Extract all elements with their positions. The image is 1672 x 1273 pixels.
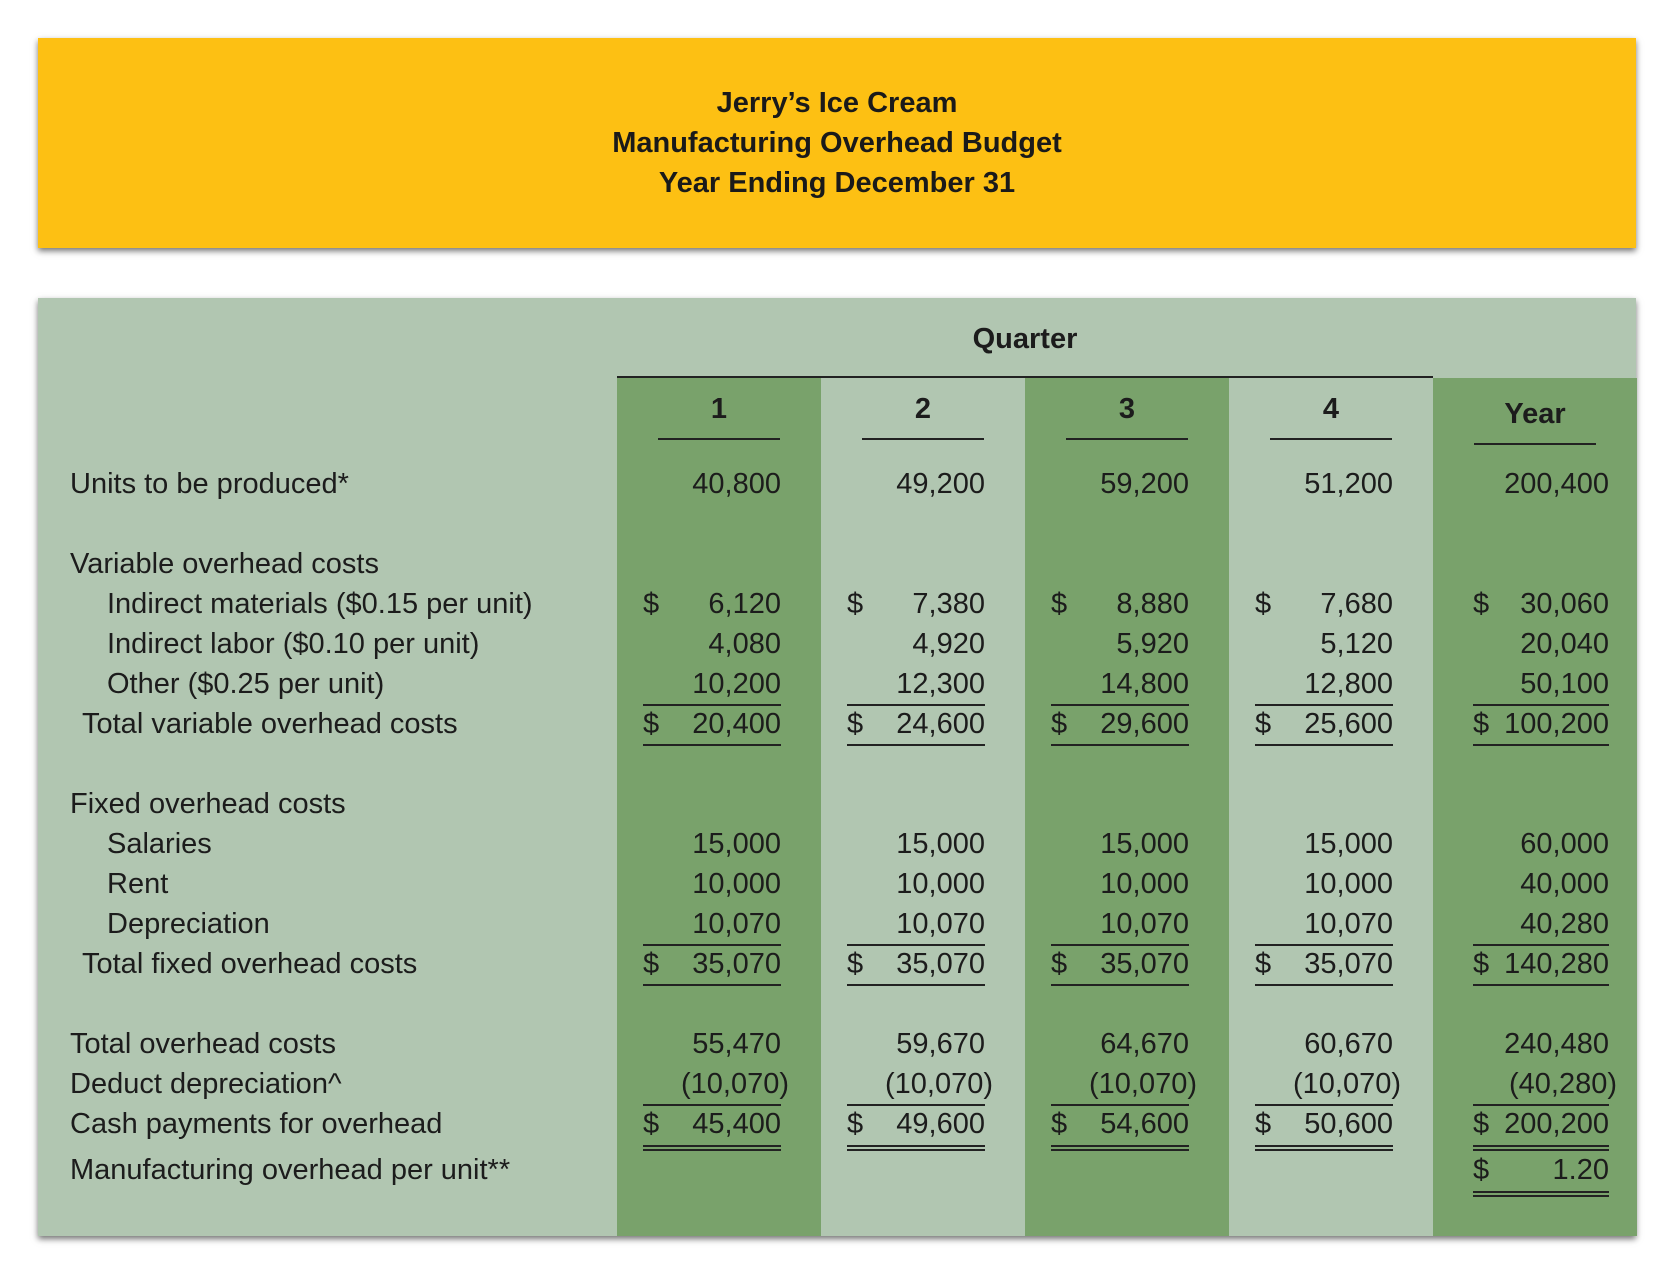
cell-total-fixed-overhead-q4 (1255, 944, 1393, 986)
cell-total-variable-overhead-q1 (643, 704, 781, 746)
cell-indirect-labor-q3 (1051, 624, 1189, 664)
amount-value: 60,000 (1520, 828, 1609, 860)
amount-value: 50,600 (1304, 1108, 1393, 1140)
dollar-sign: $ (1255, 588, 1272, 620)
cell-indirect-labor-q4 (1255, 624, 1393, 664)
dollar-sign: $ (1051, 588, 1068, 620)
cell-other-overhead-q2 (847, 664, 985, 706)
cell-total-overhead-q2 (847, 1024, 985, 1064)
cell-overhead-per-unit-year (1473, 1150, 1609, 1190)
cell-rent-q2 (847, 864, 985, 904)
amount-value: 10,200 (692, 668, 781, 700)
cell-units-produced-q3 (1051, 464, 1189, 504)
amount-value: (10,070) (680, 1068, 789, 1100)
amount-value: 8,880 (1116, 588, 1189, 620)
cell-cash-payments-q4 (1255, 1104, 1393, 1144)
row-label-depreciation: Depreciation (107, 908, 270, 940)
amount-value: 5,920 (1116, 628, 1189, 660)
amount-value: 51,200 (1304, 468, 1393, 500)
cell-indirect-materials-q3 (1051, 584, 1189, 624)
column-header-q1: 1 (658, 393, 780, 440)
cell-salaries-q1 (643, 824, 781, 864)
amount-value: (10,070) (884, 1068, 993, 1100)
cell-cash-payments-q3 (1051, 1104, 1189, 1144)
cell-total-variable-overhead-q2 (847, 704, 985, 746)
cell-total-fixed-overhead-q3 (1051, 944, 1189, 986)
amount-value: 45,400 (692, 1108, 781, 1140)
column-header-year: Year (1474, 398, 1596, 445)
cell-deduct-depreciation-q3 (1051, 1064, 1197, 1106)
amount-value: 10,000 (692, 868, 781, 900)
cell-total-variable-overhead-year (1473, 704, 1609, 746)
dollar-sign: $ (1473, 588, 1490, 620)
cell-total-fixed-overhead-q1 (643, 944, 781, 986)
dollar-sign: $ (1473, 1154, 1490, 1186)
amount-value: 49,200 (896, 468, 985, 500)
amount-value: 35,070 (1304, 948, 1393, 980)
amount-value: 6,120 (708, 588, 781, 620)
amount-value: 35,070 (692, 948, 781, 980)
amount-value: 10,070 (896, 908, 985, 940)
amount-value: 10,070 (1304, 908, 1393, 940)
amount-value: 59,670 (896, 1028, 985, 1060)
amount-value: 15,000 (1100, 828, 1189, 860)
report-title: Manufacturing Overhead Budget (612, 127, 1062, 159)
amount-value: 7,680 (1320, 588, 1393, 620)
dollar-sign: $ (847, 708, 864, 740)
dollar-sign: $ (1051, 948, 1068, 980)
amount-value: 200,400 (1504, 468, 1609, 500)
row-label-total-fixed-overhead: Total fixed overhead costs (82, 948, 418, 980)
row-label-cash-payments: Cash payments for overhead (70, 1108, 443, 1140)
amount-value: 40,280 (1520, 908, 1609, 940)
cell-salaries-q2 (847, 824, 985, 864)
amount-value: 40,000 (1520, 868, 1609, 900)
cell-salaries-year (1473, 824, 1609, 864)
amount-value: 12,800 (1304, 668, 1393, 700)
cell-deduct-depreciation-q1 (643, 1064, 789, 1106)
amount-value: 15,000 (896, 828, 985, 860)
dollar-sign: $ (643, 708, 660, 740)
cell-rent-year (1473, 864, 1609, 904)
amount-value: 10,070 (692, 908, 781, 940)
dollar-sign: $ (1473, 708, 1490, 740)
column-header-q2: 2 (862, 393, 984, 440)
dollar-sign: $ (1051, 1108, 1068, 1140)
amount-value: 4,080 (708, 628, 781, 660)
dollar-sign: $ (1255, 1108, 1272, 1140)
amount-value: 30,060 (1520, 588, 1609, 620)
amount-value: 50,100 (1520, 668, 1609, 700)
cell-deduct-depreciation-year (1473, 1064, 1617, 1106)
quarter-group-label: Quarter (972, 323, 1078, 355)
dollar-sign: $ (1051, 708, 1068, 740)
amount-value: 55,470 (692, 1028, 781, 1060)
cell-total-overhead-q1 (643, 1024, 781, 1064)
amount-value: 15,000 (692, 828, 781, 860)
cell-indirect-labor-year (1473, 624, 1609, 664)
cell-units-produced-q2 (847, 464, 985, 504)
cell-cash-payments-year (1473, 1104, 1609, 1144)
cell-total-overhead-q4 (1255, 1024, 1393, 1064)
cell-total-variable-overhead-q4 (1255, 704, 1393, 746)
dollar-sign: $ (643, 1108, 660, 1140)
amount-value: 59,200 (1100, 468, 1189, 500)
cell-salaries-q4 (1255, 824, 1393, 864)
amount-value: 35,070 (896, 948, 985, 980)
amount-value: 140,280 (1504, 948, 1609, 980)
amount-value: 35,070 (1100, 948, 1189, 980)
dollar-sign: $ (1473, 1108, 1490, 1140)
amount-value: 29,600 (1100, 708, 1189, 740)
row-label-variable-overhead-heading: Variable overhead costs (70, 548, 379, 580)
cell-deduct-depreciation-q2 (847, 1064, 993, 1106)
row-label-deduct-depreciation: Deduct depreciation^ (70, 1068, 342, 1100)
cell-depreciation-year (1473, 904, 1609, 946)
cell-depreciation-q3 (1051, 904, 1189, 946)
amount-value: 20,040 (1520, 628, 1609, 660)
cell-units-produced-year (1473, 464, 1609, 504)
cell-cash-payments-q1 (643, 1104, 781, 1144)
cell-other-overhead-year (1473, 664, 1609, 706)
amount-value: 240,480 (1504, 1028, 1609, 1060)
amount-value: 12,300 (896, 668, 985, 700)
row-label-other-overhead: Other ($0.25 per unit) (107, 668, 385, 700)
amount-value: 14,800 (1100, 668, 1189, 700)
cell-other-overhead-q3 (1051, 664, 1189, 706)
amount-value: 10,000 (1100, 868, 1189, 900)
cell-rent-q4 (1255, 864, 1393, 904)
row-label-overhead-per-unit: Manufacturing overhead per unit** (70, 1154, 511, 1186)
amount-value: 200,200 (1504, 1108, 1609, 1140)
amount-value: 24,600 (896, 708, 985, 740)
row-label-indirect-materials: Indirect materials ($0.15 per unit) (107, 588, 533, 620)
dollar-sign: $ (643, 588, 660, 620)
cell-other-overhead-q1 (643, 664, 781, 706)
cell-units-produced-q4 (1255, 464, 1393, 504)
row-label-total-variable-overhead: Total variable overhead costs (82, 708, 458, 740)
cell-depreciation-q1 (643, 904, 781, 946)
column-header-q4: 4 (1270, 393, 1392, 440)
cell-indirect-labor-q1 (643, 624, 781, 664)
amount-value: 49,600 (896, 1108, 985, 1140)
column-header-q3: 3 (1066, 393, 1188, 440)
dollar-sign: $ (847, 588, 864, 620)
quarter-group-rule (617, 376, 1433, 378)
amount-value: 10,000 (896, 868, 985, 900)
cell-deduct-depreciation-q4 (1255, 1064, 1401, 1106)
amount-value: 15,000 (1304, 828, 1393, 860)
amount-value: 7,380 (912, 588, 985, 620)
title-banner (38, 38, 1636, 248)
row-label-fixed-overhead-heading: Fixed overhead costs (70, 788, 346, 820)
row-label-salaries: Salaries (107, 828, 212, 860)
cell-cash-payments-q2 (847, 1104, 985, 1144)
cell-indirect-materials-year (1473, 584, 1609, 624)
amount-value: 25,600 (1304, 708, 1393, 740)
amount-value: 40,800 (692, 468, 781, 500)
row-label-total-overhead: Total overhead costs (70, 1028, 336, 1060)
cell-total-variable-overhead-q3 (1051, 704, 1189, 746)
cell-total-fixed-overhead-year (1473, 944, 1609, 986)
cell-indirect-materials-q1 (643, 584, 781, 624)
amount-value: (40,280) (1508, 1068, 1617, 1100)
dollar-sign: $ (847, 1108, 864, 1140)
cell-rent-q3 (1051, 864, 1189, 904)
report-period: Year Ending December 31 (658, 167, 1016, 199)
dollar-sign: $ (1255, 708, 1272, 740)
cell-total-overhead-year (1473, 1024, 1609, 1064)
cell-indirect-materials-q4 (1255, 584, 1393, 624)
amount-value: (10,070) (1292, 1068, 1401, 1100)
cell-salaries-q3 (1051, 824, 1189, 864)
row-label-indirect-labor: Indirect labor ($0.10 per unit) (107, 628, 480, 660)
amount-value: 60,670 (1304, 1028, 1393, 1060)
amount-value: 10,070 (1100, 908, 1189, 940)
row-label-units-produced: Units to be produced* (70, 468, 349, 500)
amount-value: 4,920 (912, 628, 985, 660)
amount-value: 64,670 (1100, 1028, 1189, 1060)
cell-total-fixed-overhead-q2 (847, 944, 985, 986)
amount-value: 20,400 (692, 708, 781, 740)
row-label-rent: Rent (107, 868, 169, 900)
cell-total-overhead-q3 (1051, 1024, 1189, 1064)
dollar-sign: $ (847, 948, 864, 980)
cell-indirect-materials-q2 (847, 584, 985, 624)
cell-indirect-labor-q2 (847, 624, 985, 664)
cell-depreciation-q4 (1255, 904, 1393, 946)
amount-value: (10,070) (1088, 1068, 1197, 1100)
dollar-sign: $ (1255, 948, 1272, 980)
amount-value: 54,600 (1100, 1108, 1189, 1140)
cell-units-produced-q1 (643, 464, 781, 504)
amount-value: 10,000 (1304, 868, 1393, 900)
dollar-sign: $ (1473, 948, 1490, 980)
amount-value: 100,200 (1504, 708, 1609, 740)
company-name: Jerry’s Ice Cream (716, 87, 958, 119)
dollar-sign: $ (643, 948, 660, 980)
cell-other-overhead-q4 (1255, 664, 1393, 706)
cell-depreciation-q2 (847, 904, 985, 946)
amount-value: 5,120 (1320, 628, 1393, 660)
cell-rent-q1 (643, 864, 781, 904)
amount-value: 1.20 (1552, 1154, 1609, 1186)
